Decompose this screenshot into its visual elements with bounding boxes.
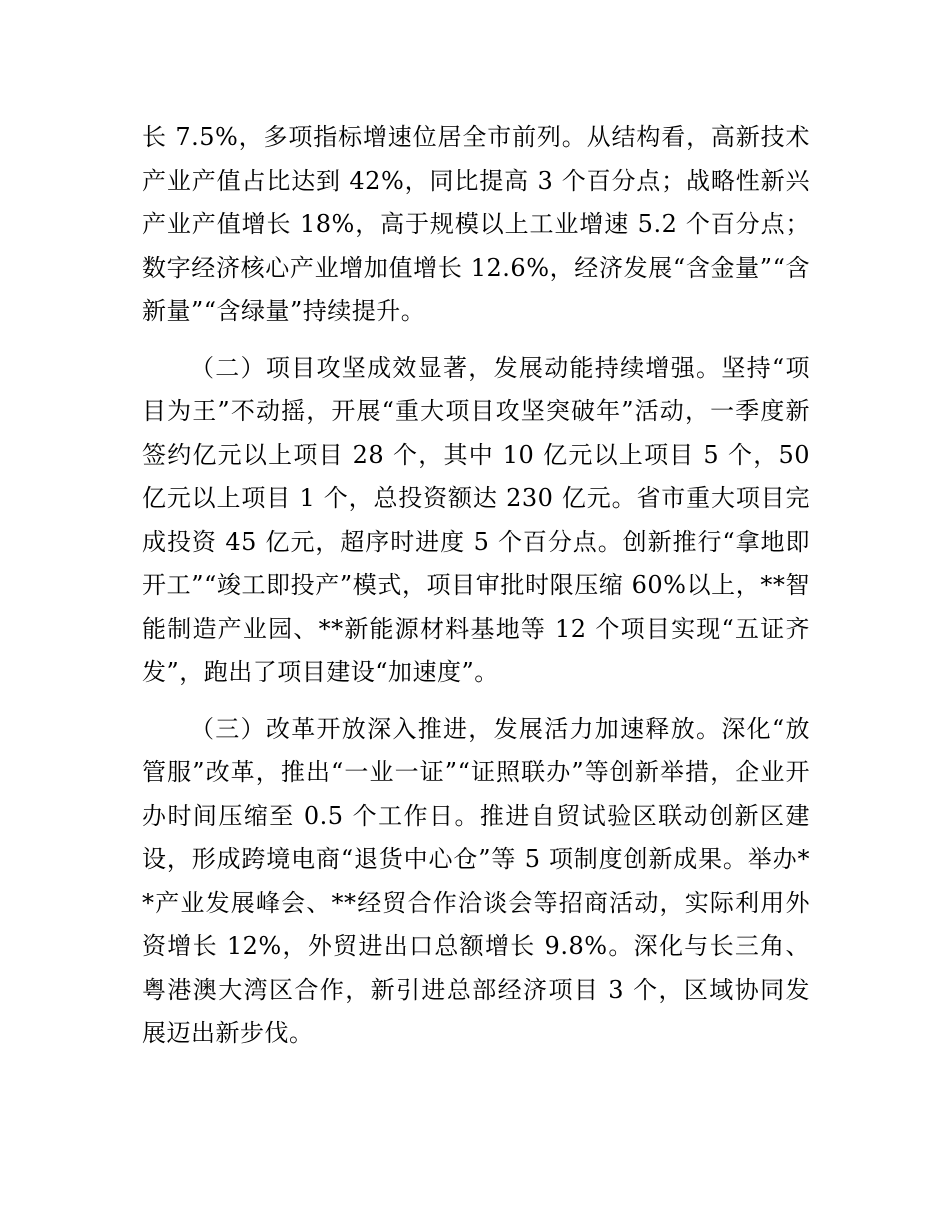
paragraph-section-two: （二）项目攻坚成效显著，发展动能持续增强。坚持“项目为王”不动摇，开展“重大项目攻坚突破年”活动，一季度新签约亿元以上项目 28 个，其中 10 亿元以上项目 5 个，50 亿元以上项目 1 个，总投资额达 230 亿元。省市重大项目完成投资 45 亿元，超序时进度 5 个百分点。创新推行“拿地即开工”“竣工即投产”模式，项目审批时限压缩 60%以上，**智能制造产业园、**新能源材料基地等 12 个项目实现“五证齐发”，跑出了项目建设“加速度”。 — [142, 353, 810, 686]
document-body — [142, 116, 810, 1056]
paragraph-section-three: （三）改革开放深入推进，发展活力加速释放。深化“放管服”改革，推出“一业一证”“证照联办”等创新举措，企业开办时间压缩至 0.5 个工作日。推进自贸试验区联动创新区建设，形成跨境电商“退货中心仓”等 5 项制度创新成果。举办**产业发展峰会、**经贸合作洽谈会等招商活动，实际利用外资增长 12%，外贸进出口总额增长 9.8%。深化与长三角、粤港澳大湾区合作，新引进总部经济项目 3 个，区域协同发展迈出新步伐。 — [142, 714, 810, 1047]
paragraph-continuation: 长 7.5%，多项指标增速位居全市前列。从结构看，高新技术产业产值占比达到 42%，同比提高 3 个百分点；战略性新兴产业产值增长 18%，高于规模以上工业增速 5.2 个百分点；数字经济核心产业增加值增长 12.6%，经济发展“含金量”“含新量”“含绿量”持续提升。 — [142, 123, 810, 325]
